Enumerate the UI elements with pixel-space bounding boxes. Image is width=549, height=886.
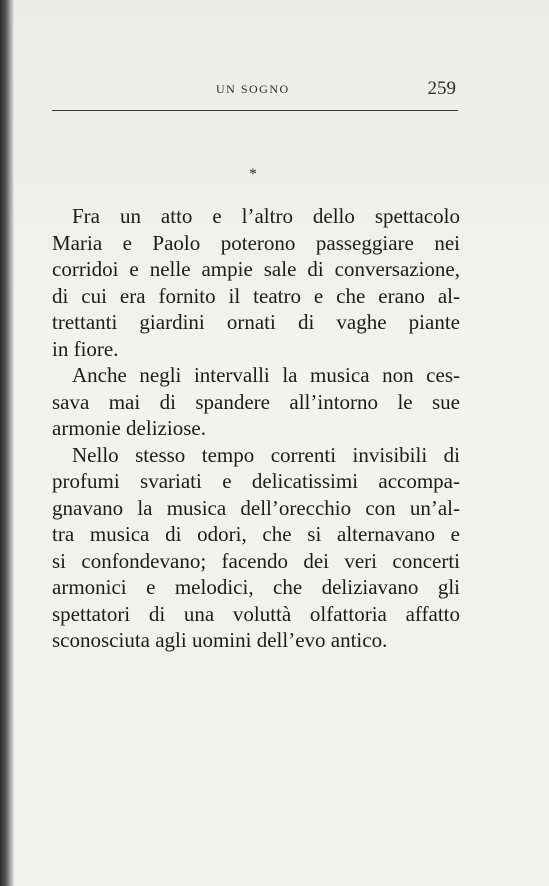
section-mark: * [249, 166, 257, 183]
running-title: UN SOGNO [216, 82, 290, 96]
paragraph-3-line-6: armonici e melodici, che deliziavano gli [52, 575, 460, 599]
body-text [52, 203, 460, 654]
paragraph-1-line-5: trettanti giardini ornati di vaghe piante [52, 310, 460, 334]
paragraph-3-line-7: spettatori di una voluttà olfattoria affatto [52, 601, 460, 626]
paragraph-3-line-3: gnavano la musica dell’orecchio con un’al- [52, 495, 460, 520]
paragraph-3-line-5: si confondevano; facendo dei veri concerti [52, 548, 460, 573]
paragraph-1-line-6: in fiore. [52, 336, 119, 361]
paragraph-3-line-8: sconosciuta agli uomini dell’evo antico. [52, 628, 388, 652]
paragraph-3-line-1: Nello stesso tempo correnti invisibili di [72, 442, 460, 467]
page-number: 259 [427, 78, 456, 99]
paragraph-2-line-2: sava mai di spandere all’intorno le sue [52, 389, 460, 414]
paragraph-1-line-2: Maria e Paolo poterono passeggiare nei [52, 230, 460, 255]
paragraph-1-line-3: corridoi e nelle ampie sale di conversazione, [52, 257, 460, 281]
paragraph-3-line-2: profumi svariati e delicatissimi accompa- [52, 469, 460, 493]
book-spine-shadow [0, 0, 14, 886]
paragraph-2-line-1: Anche negli intervalli la musica non ces- [72, 363, 460, 387]
paragraph-3-line-4: tra musica di odori, che si alternavano e [52, 522, 460, 546]
header-rule [52, 110, 458, 111]
paragraph-1-line-4: di cui era fornito il teatro e che erano al- [52, 283, 460, 308]
running-head [52, 78, 462, 102]
paragraph-2-line-3: armonie deliziose. [52, 416, 206, 440]
paragraph-1-line-1: Fra un atto e l’altro dello spettacolo [72, 204, 460, 228]
